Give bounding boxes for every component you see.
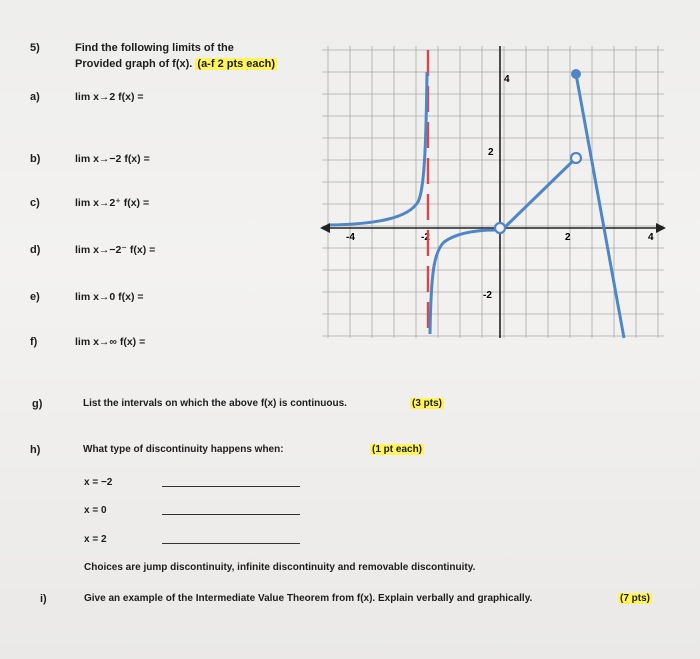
answer-line-x-2[interactable] (162, 543, 300, 544)
x-axis-arrow-right (656, 223, 666, 233)
question-h-text: What type of discontinuity happens when: (83, 444, 284, 455)
answer-line-x-0[interactable] (162, 514, 300, 515)
open-point-jump (571, 153, 581, 163)
closed-point-jump (571, 69, 581, 79)
question-i-label: i) (40, 593, 47, 605)
case-x-2: x = 2 (84, 534, 107, 545)
limit-label-d: d) (30, 244, 41, 256)
case-x-neg2: x = −2 (84, 477, 113, 488)
case-x-0: x = 0 (84, 505, 107, 516)
y-tick-label: 2 (488, 147, 494, 158)
curve-steep-segment (576, 74, 624, 338)
q5-points: (a-f 2 pts each) (197, 58, 276, 70)
question-h-points: (1 pt each) (372, 444, 423, 455)
q5-prompt-line1: Find the following limits of the (75, 42, 234, 54)
limit-label-f: f) (30, 336, 38, 348)
open-point-origin (495, 223, 505, 233)
question-h-label: h) (30, 444, 41, 456)
limit-label-b: b) (30, 153, 41, 165)
question-g-text: List the intervals on which the above f(x) is continuous. (83, 398, 347, 409)
question-i-text: Give an example of the Intermediate Value Theorem from f(x). Explain verbally and graphically. (84, 593, 533, 604)
x-tick-label: -2 (421, 232, 430, 243)
discontinuity-choices: Choices are jump discontinuity, infinite discontinuity and removable discontinuity. (84, 562, 476, 573)
q5-prompt-line2 (75, 58, 277, 70)
limit-expr-b: lim x→−2 f(x) = (75, 153, 150, 165)
limit-expr-f: lim x→∞ f(x) = (75, 336, 146, 348)
x-tick-label: 2 (565, 232, 571, 243)
limit-label-e: e) (30, 291, 40, 303)
limit-label-c: c) (30, 197, 40, 209)
y-tick-label: 4 (504, 74, 510, 85)
x-tick-label: 4 (648, 232, 654, 243)
limit-expr-d: lim x→−2⁻ f(x) = (75, 244, 156, 256)
question-i-points: (7 pts) (620, 593, 650, 604)
y-tick-label: -2 (483, 290, 492, 301)
question-g-points: (3 pts) (412, 398, 442, 409)
graph-grid (322, 46, 664, 338)
curve-linear-segment (504, 158, 576, 228)
limit-expr-c: lim x→2⁺ f(x) = (75, 197, 150, 209)
answer-line-x-neg2[interactable] (162, 486, 300, 487)
question-g-label: g) (32, 398, 43, 410)
limit-label-a: a) (30, 91, 40, 103)
limit-expr-e: lim x→0 f(x) = (75, 291, 144, 303)
curve-left-branch (330, 72, 427, 225)
limit-expr-a: lim x→2 f(x) = (75, 91, 144, 103)
x-tick-label: -4 (346, 232, 355, 243)
curve-middle-branch (430, 230, 496, 334)
function-graph (318, 42, 670, 342)
x-axis-arrow-left (320, 223, 330, 233)
q5-prompt-text: Provided graph of f(x). (75, 58, 193, 70)
question-5-number: 5) (30, 42, 40, 54)
